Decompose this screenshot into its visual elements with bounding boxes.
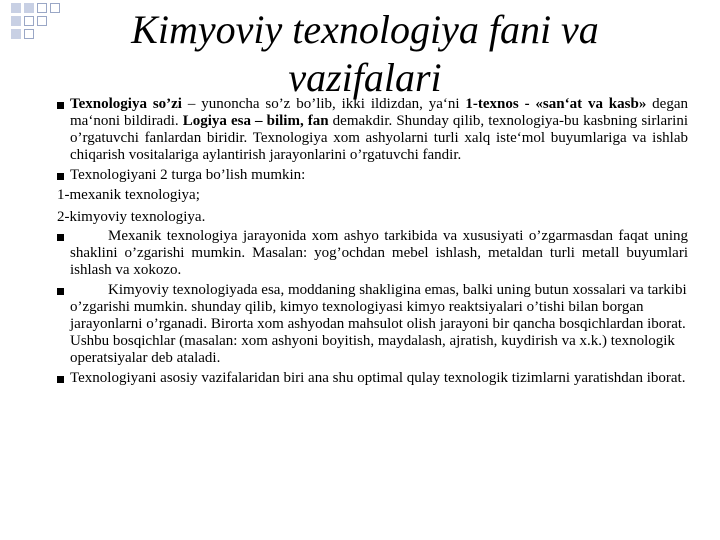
paragraph-types: [0, 167, 720, 184]
task-text: Texnologiyani asosiy vazifalaridan biri ana shu optimal qulay texnologik tizimlarni yaratishdan iborat.: [70, 370, 686, 386]
bullet-icon: [57, 376, 64, 383]
term-texnos: 1-texnos - «san‘at va kasb»: [465, 96, 647, 112]
type-item-1: 1-mexanik texnologiya;: [57, 187, 200, 203]
type-item-2: 2-kimyoviy texnologiya.: [57, 209, 206, 225]
chemical-text: Kimyoviy texnologiyada esa, moddaning shakligina emas, balki uning butun xossalari va tarkibi o’zgarishi mumkin. shunday qilib, kimyo texnologiyasi kimyo reaktsiyalari o’tishi bilan borgan jarayonlarni o’rganadi. Birorta xom ashyodan mahsulot olish jarayoni bir qancha bosqichlardan iborat. Ushbu bosqichlar (masalan: xom ashyoni boyitish, maydalash, ajratish, kuydirish va x.k.) texnologik operatsiyalar deb ataladi.: [70, 282, 687, 366]
text-run: demakdir. Shunday qilib, texnologiya-bu kasbning sirlarini o’rgatuvchi fanlardan biridir. Texnologiya xom ashyolarni turli xalq iste‘mol buyumlariga va ishlab chiqarish vositalariga aylantirish jarayonlarini o’rgatuvchi fandir.: [70, 113, 688, 163]
corner-decoration: [0, 0, 70, 40]
paragraph-chemical: [0, 282, 720, 367]
paragraph-task: [0, 370, 720, 387]
text-run: degan ma‘noni bildiradi.: [70, 96, 688, 129]
paragraph-mechanical: [0, 228, 720, 279]
types-intro: Texnologiyani 2 turga bo’lish mumkin:: [70, 167, 306, 183]
paragraph-definition: [0, 96, 720, 164]
term-logiya: Logiya esa – bilim, fan: [182, 113, 329, 129]
text-run: – yunoncha so’z bo’lib, ikki ildizdan, ya‘ni: [181, 96, 466, 112]
slide-title: Kimyoviy texnologiya fani va vazifalari: [131, 7, 599, 100]
bullet-icon: [57, 288, 64, 295]
slide-content: [0, 96, 720, 387]
term-texnologiya: Texnologiya so’zi: [70, 96, 182, 112]
bullet-icon: [57, 234, 64, 241]
mechanical-text: Mexanik texnologiya jarayonida xom ashyo tarkibida va xususiyati o’zgarmasdan faqat uning shaklini o’zgarishi mumkin. Masalan: yog’ochdan mebel ishlash, metaldan turli metall buyumlari ishlash va xokozo.: [70, 228, 688, 278]
bullet-icon: [57, 102, 64, 109]
bullet-icon: [57, 173, 64, 180]
